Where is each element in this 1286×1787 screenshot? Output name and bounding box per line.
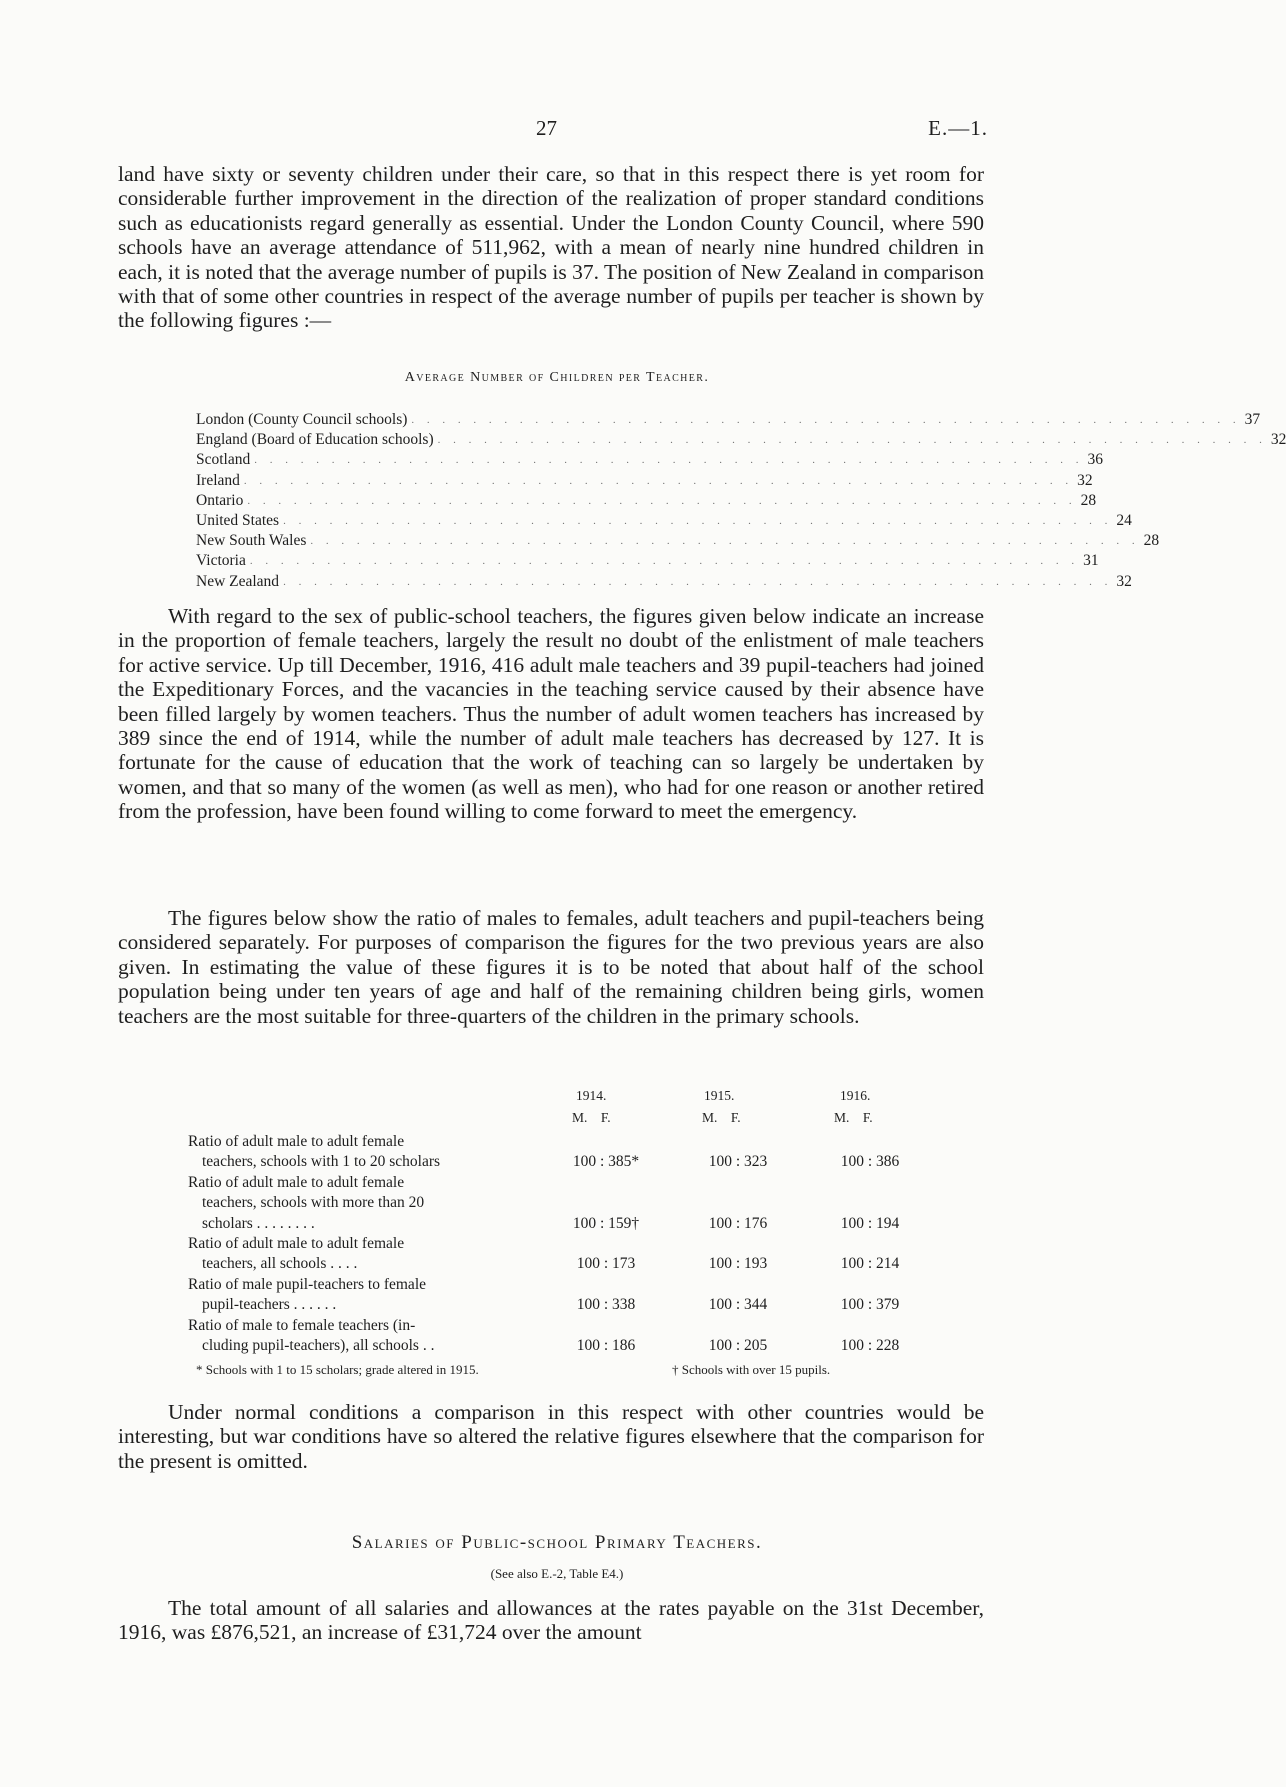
ratio-value-1916: 100 : 228	[840, 1337, 900, 1355]
dot-leader: . . . . . . . . . . . . . . . . . . . . . . . . . . . . . . . . . . . . . . . . . . . . . . . . . . . . . .	[249, 555, 1080, 568]
year-1915: 1915.	[704, 1088, 735, 1103]
avg-row-label: Ireland	[196, 471, 240, 489]
avg-row-label: United States	[196, 512, 280, 530]
paragraph-2	[118, 604, 984, 824]
ratio-value-1914: 100 : 338	[576, 1296, 636, 1314]
ratio-label-line: scholars . . . . . . . .	[202, 1214, 315, 1232]
dot-leader: . . . . . . . . . . . . . . . . . . . . . . . . . . . . . . . . . . . . . . . . . . . . . . . . . . . . . .	[411, 414, 1241, 426]
avg-row-value: 36	[1087, 451, 1103, 469]
ratio-value-1915: 100 : 205	[708, 1337, 768, 1355]
section-subtitle: (See also E.-2, Table E4.)	[490, 1566, 624, 1581]
ratio-table-row	[188, 1173, 908, 1234]
ratio-value-1914: 100 : 186	[576, 1337, 636, 1355]
avg-row-label: Scotland	[196, 451, 251, 469]
avg-row-label: New Zealand	[196, 572, 280, 590]
paragraph-4-text: Under normal conditions a comparison in this respect with other countries would be interesting, but war conditions have so altered the relative figures elsewhere that the comparison for the present is omitted.	[118, 1400, 984, 1473]
paragraph-5	[118, 1596, 984, 1645]
paragraph-5-text: The total amount of all salaries and allowances at the rates payable on the 31st December, 1916, was £876,521, an increase of £31,724 over the amount	[118, 1596, 984, 1645]
avg-row-label: England (Board of Education schools)	[196, 431, 434, 449]
ratio-label-line: cluding pupil-teachers), all schools . .	[202, 1337, 435, 1355]
avg-table-row	[196, 531, 1160, 551]
ratio-value-1916: 100 : 379	[840, 1296, 900, 1314]
footnote-asterisk: * Schools with 1 to 15 scholars; grade altered in 1915.	[196, 1362, 479, 1378]
ratio-row-label	[188, 1132, 540, 1173]
ratio-value-1915: 100 : 176	[708, 1214, 768, 1232]
ratio-value-1915: 100 : 193	[708, 1255, 768, 1273]
ratio-table-row	[188, 1234, 908, 1275]
ratio-value-1914: 100 : 173	[576, 1255, 636, 1273]
ratio-label-line: Ratio of adult male to adult female	[188, 1173, 405, 1191]
dot-leader: . . . . . . . . . . . . . . . . . . . . . . . . . . . . . . . . . . . . . . . . . . . . . . . . . . . . . .	[283, 515, 1113, 528]
avg-table-row	[196, 491, 1097, 511]
dot-leader: . . . . . . . . . . . . . . . . . . . . . . . . . . . . . . . . . . . . . . . . . . . . . . . . . . . . . .	[254, 454, 1084, 467]
ratio-table-header	[188, 1088, 908, 1132]
paragraph-3	[118, 906, 984, 1028]
ratio-label-line: Ratio of male pupil-teachers to female	[188, 1275, 427, 1293]
ratio-label-line: Ratio of adult male to adult female	[188, 1235, 405, 1253]
paragraph-1-text: land have sixty or seventy children under their care, so that in this respect there is yet room for considerable further improvement in the direction of the realization of proper standard conditions such as educationists regard generally as essential. Under the London County Council, where 590 schools have an average attendance of 511,962, with a mean of nearly nine hundred children in each, it is noted that the average number of pupils is 37. The position of New Zealand in comparison with that of some other countries in respect of the average number of pupils per teacher is shown by the following figures :—	[118, 162, 984, 333]
avg-row-label: Ontario	[196, 491, 244, 509]
avg-row-value: 32	[1077, 471, 1093, 489]
avg-row-label: London (County Council schools)	[196, 411, 408, 428]
ratio-table-row	[188, 1316, 908, 1357]
mf-1915: M. F.	[702, 1110, 741, 1125]
avg-table-row	[196, 410, 1261, 430]
mf-1916: M. F.	[834, 1110, 873, 1125]
dot-leader: . . . . . . . . . . . . . . . . . . . . . . . . . . . . . . . . . . . . . . . . . . . . . . . . . . . . . .	[310, 535, 1140, 548]
dot-leader: . . . . . . . . . . . . . . . . . . . . . . . . . . . . . . . . . . . . . . . . . . . . . . . . . . . . . .	[243, 474, 1074, 487]
ratio-row-label	[188, 1316, 540, 1357]
ratio-value-1916: 100 : 194	[840, 1214, 900, 1232]
avg-table-row	[196, 450, 1103, 470]
avg-table-row	[196, 471, 1093, 491]
avg-row-value: 28	[1080, 491, 1097, 509]
ratio-value-1914: 100 : 385*	[572, 1153, 640, 1171]
avg-row-label: Victoria	[196, 552, 246, 570]
avg-row-label: New South Wales	[196, 532, 307, 550]
footnote-dagger: † Schools with over 15 pupils.	[672, 1362, 831, 1378]
page-header	[0, 116, 1114, 146]
avg-table-row	[196, 572, 1132, 592]
avg-row-value: 31	[1083, 552, 1099, 570]
paragraph-2-text: With regard to the sex of public-school teachers, the figures given below indicate an increase in the proportion of female teachers, largely the result no doubt of the enlistment of male teachers for active service. Up till December, 1916, 416 adult male teachers and 39 pupil-teachers had joined the Expeditionary Forces, and the vacancies in the teaching service caused by their absence have been filled largely by women teachers. Thus the number of adult women teachers has increased by 389 since the end of 1914, while the number of adult male teachers has decreased by 127. It is fortunate for the cause of education that the work of teaching can so largely be undertaken by women, and that so many of the women (as well as men), who had for one reason or another retired from the profession, have been found willing to come forward to meet the emergency.	[118, 604, 984, 824]
ratio-value-1915: 100 : 323	[708, 1153, 768, 1171]
paragraph-1	[118, 162, 984, 333]
dot-leader: . . . . . . . . . . . . . . . . . . . . . . . . . . . . . . . . . . . . . . . . . . . . . . . . . . . . . .	[283, 575, 1113, 588]
page-number: 27	[536, 116, 557, 140]
ratio-row-label	[188, 1275, 540, 1316]
ratio-value-1915: 100 : 344	[708, 1296, 768, 1314]
ratio-footnotes	[188, 1362, 908, 1380]
avg-table-row	[196, 430, 1286, 450]
avg-table-row	[196, 551, 1099, 571]
ratio-table-row	[188, 1132, 908, 1173]
avg-row-value: 32	[1270, 431, 1286, 449]
avg-row-value: 37	[1244, 411, 1261, 428]
avg-table-row	[196, 511, 1132, 531]
avg-row-value: 24	[1116, 512, 1132, 530]
ratio-label-line: Ratio of male to female teachers (in-	[188, 1316, 416, 1334]
ratio-row-label	[188, 1234, 540, 1275]
dot-leader: . . . . . . . . . . . . . . . . . . . . . . . . . . . . . . . . . . . . . . . . . . . . . . . . . . . . . .	[247, 494, 1077, 507]
ratio-label-line: teachers, schools with 1 to 20 scholars	[202, 1153, 441, 1171]
avg-table-caption: Average Number of Children per Teacher.	[404, 370, 710, 385]
ratio-label-line: teachers, schools with more than 20	[202, 1194, 425, 1212]
report-code: E.—1.	[928, 116, 988, 140]
ratio-label-line: Ratio of adult male to adult female	[188, 1133, 405, 1150]
avg-row-value: 28	[1143, 532, 1160, 550]
ratio-value-1914: 100 : 159†	[572, 1214, 640, 1232]
paragraph-3-text: The figures below show the ratio of males to females, adult teachers and pupil-teachers being considered separately. For purposes of comparison the figures for the two previous years are also given. In estimating the value of these figures it is to be noted that about half of the school population being under ten years of age and half of the remaining children being girls, women teachers are the most suitable for three-quarters of the children in the primary schools.	[118, 906, 984, 1028]
avg-children-table	[196, 410, 1286, 592]
ratio-table-row	[188, 1275, 908, 1316]
avg-row-value: 32	[1116, 572, 1132, 590]
year-1916: 1916.	[840, 1088, 871, 1103]
ratio-row-label	[188, 1173, 540, 1234]
ratio-label-line: teachers, all schools . . . .	[202, 1255, 358, 1273]
ratio-value-1916: 100 : 386	[840, 1153, 900, 1171]
dot-leader: . . . . . . . . . . . . . . . . . . . . . . . . . . . . . . . . . . . . . . . . . . . . . . . . . . . . . .	[437, 434, 1267, 447]
ratio-table	[188, 1088, 908, 1380]
mf-1914: M. F.	[572, 1110, 611, 1125]
year-1914: 1914.	[576, 1088, 607, 1103]
ratio-table-body	[188, 1132, 908, 1356]
section-title: Salaries of Public-school Primary Teachers.	[351, 1532, 763, 1553]
ratio-value-1916: 100 : 214	[840, 1255, 900, 1273]
ratio-label-line: pupil-teachers . . . . . .	[202, 1296, 337, 1314]
paragraph-4	[118, 1400, 984, 1473]
